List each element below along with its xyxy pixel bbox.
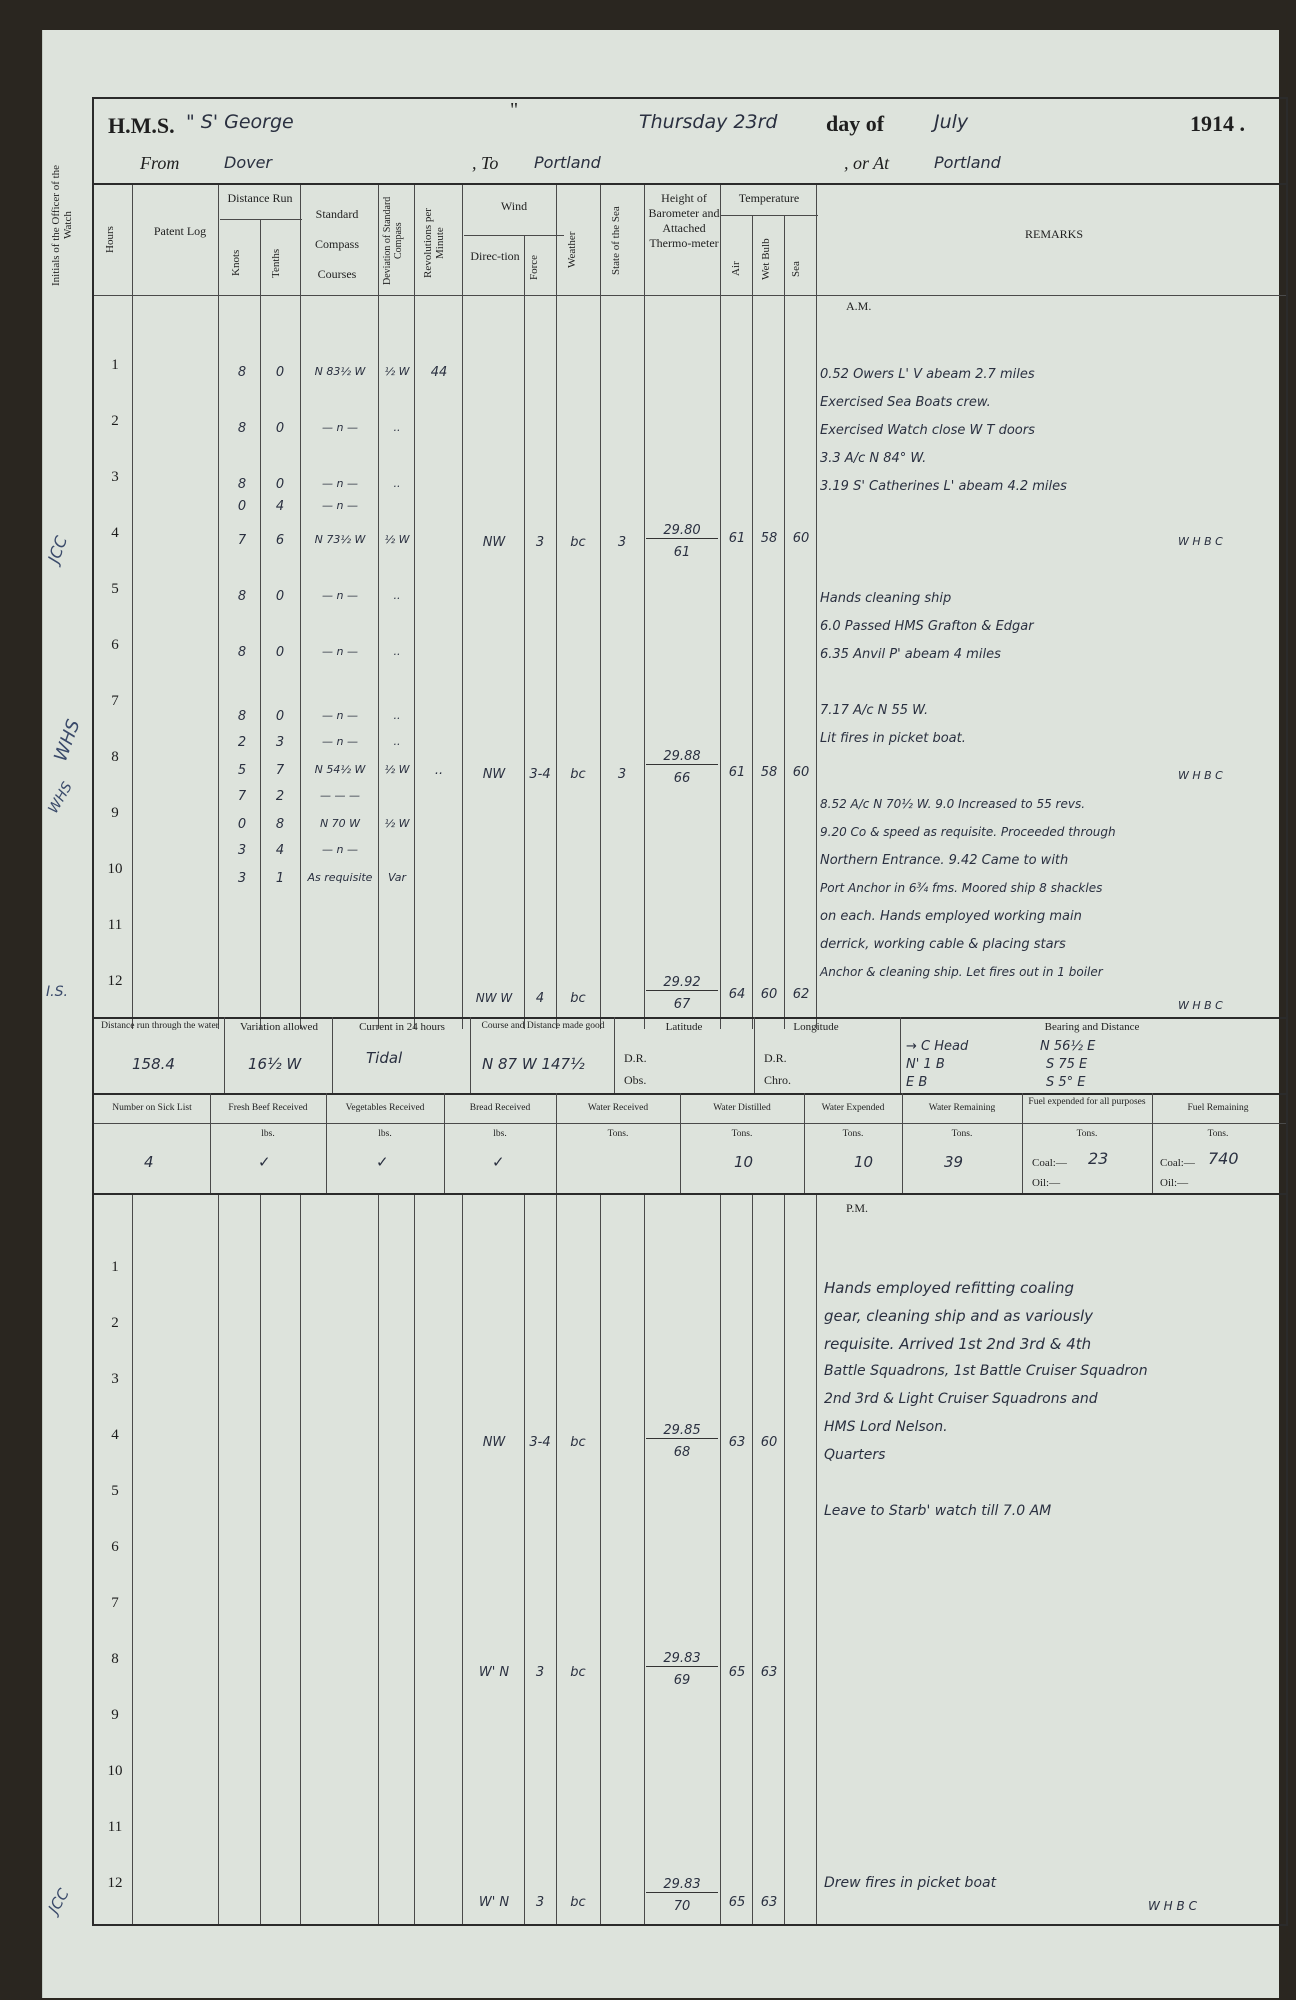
pm8-thermometer: 69 [673, 1673, 691, 1688]
am-deviation: ½ W [384, 763, 410, 776]
water-dist-label: Water Distilled [713, 1103, 771, 1113]
variation-label: Variation allowed [240, 1021, 318, 1033]
col-sea: Sea [790, 261, 802, 277]
bearing-object: E B [906, 1075, 928, 1090]
pm8-air: 65 [728, 1665, 746, 1680]
pm12-air: 65 [728, 1895, 746, 1910]
fuel-exp-oil-label: Oil:— [1032, 1177, 1061, 1189]
am-deviation: .. [393, 735, 401, 748]
am-course: As requisite [307, 871, 373, 884]
am-remark: Anchor & cleaning ship. Let fires out in 1 boiler [820, 965, 1103, 979]
bearing-label: Bearing and Distance [1044, 1021, 1140, 1033]
am-tenths: 2 [275, 789, 285, 804]
dist-run-label: Distance run through the water [101, 1021, 219, 1031]
am-knots: 5 [237, 763, 247, 778]
am-course: N 73½ W [314, 533, 366, 546]
am4-weather: bc [570, 535, 586, 550]
am-course: — n — [322, 421, 358, 434]
am-knots: 8 [237, 645, 247, 660]
pm8-weather: bc [570, 1665, 586, 1680]
am-course: — n — [322, 645, 358, 658]
am-knots: 7 [237, 533, 247, 548]
fuel-exp-coal-value: 23 [1088, 1149, 1109, 1168]
am-deviation: .. [393, 589, 401, 602]
veg-value: ✓ [376, 1153, 389, 1171]
bearing-value: S 5° E [1046, 1075, 1086, 1090]
or-at-label: , or At [844, 153, 890, 173]
col-revolutions: Revolutions per Minute [422, 208, 446, 278]
col-wind: Wind [500, 199, 528, 213]
am-knots: 3 [237, 871, 247, 886]
pm4-wet-bulb: 60 [760, 1435, 778, 1450]
pm12-weather: bc [570, 1895, 586, 1910]
am-tenths: 0 [275, 365, 285, 380]
am4-direction: NW [482, 535, 506, 550]
pm4-force: 3-4 [529, 1435, 551, 1450]
am-hour: 6 [111, 637, 119, 653]
col-remarks: REMARKS [1024, 227, 1083, 241]
fuel-rem-oil-label: Oil:— [1160, 1177, 1189, 1189]
am-deviation: .. [393, 477, 401, 490]
am-knots: 7 [237, 789, 247, 804]
water-rem-label: Water Remaining [928, 1103, 996, 1113]
dist-run-value: 158.4 [132, 1055, 175, 1073]
col-hours: Hours [104, 226, 116, 254]
lat-obs-label: Obs. [624, 1073, 647, 1087]
latitude-label: Latitude [665, 1021, 703, 1033]
pm-hour: 10 [107, 1763, 123, 1779]
am-tenths: 7 [275, 763, 285, 778]
pm-hour: 6 [111, 1539, 119, 1555]
am4-sea-temp: 60 [792, 531, 810, 546]
col-wet-bulb: Wet Bulb [760, 238, 772, 280]
veg-label: Vegetables Received [345, 1103, 425, 1113]
am-deviation: .. [393, 709, 401, 722]
current-value: Tidal [366, 1049, 403, 1067]
water-dist-unit: Tons. [731, 1129, 753, 1139]
pm-hour: 8 [111, 1651, 119, 1667]
am4-wet-bulb: 58 [760, 531, 778, 546]
am-hour: 3 [111, 469, 119, 485]
am4-barometer: 29.80 [646, 523, 718, 539]
col-knots: Knots [230, 249, 242, 277]
am-remark-signature: W H B C [1178, 999, 1223, 1012]
officer-initials: WHS [50, 716, 85, 765]
am-remark-signature: W H B C [1178, 535, 1223, 548]
pm-remark: Quarters [824, 1447, 886, 1463]
am-tenths: 3 [275, 735, 285, 750]
am-label: A.M. [846, 299, 872, 313]
am12-direction: NW W [475, 991, 513, 1005]
water-exp-value: 10 [854, 1153, 874, 1171]
am-course: — n — [322, 499, 358, 512]
am-tenths: 6 [275, 533, 285, 548]
am12-weather: bc [570, 991, 586, 1006]
longitude-label: Longitude [793, 1021, 839, 1033]
am4-air: 61 [728, 531, 746, 546]
am4-thermometer: 61 [673, 545, 691, 560]
am-course: — n — [322, 843, 358, 856]
pm-remark: requisite. Arrived 1st 2nd 3rd & 4th [824, 1335, 1092, 1353]
am-revolutions: 44 [430, 365, 448, 380]
officer-initials: WHS [45, 779, 76, 817]
ship-name: " S' George [186, 111, 294, 133]
bearing-value: N 56½ E [1040, 1039, 1096, 1054]
am-course: — — — [320, 789, 360, 802]
or-at-value: Portland [934, 153, 1001, 172]
am4-force: 3 [535, 535, 545, 550]
pm8-force: 3 [535, 1665, 545, 1680]
pm-remark: gear, cleaning ship and as variously [824, 1307, 1094, 1325]
am12-thermometer: 67 [673, 997, 691, 1012]
pm12-force: 3 [535, 1895, 545, 1910]
am-hour: 7 [111, 693, 119, 709]
am-hour: 1 [111, 357, 119, 373]
am-tenths: 0 [275, 421, 285, 436]
pm4-weather: bc [570, 1435, 586, 1450]
am-deviation: ½ W [384, 817, 410, 830]
long-dr-label: D.R. [764, 1051, 787, 1065]
from-label: From [140, 153, 180, 173]
bread-label: Bread Received [469, 1103, 531, 1113]
am12-force: 4 [535, 991, 545, 1006]
am8-sea-state: 3 [617, 767, 627, 782]
am-hour: 9 [111, 805, 119, 821]
col-temperature: Temperature [738, 191, 800, 205]
water-rem-unit: Tons. [951, 1129, 973, 1139]
am-remark: 0.52 Owers L' V abeam 2.7 miles [820, 367, 1035, 382]
fuel-rem-coal-label: Coal:— [1160, 1157, 1195, 1169]
am-deviation: Var [387, 871, 407, 884]
header-rule [94, 183, 1286, 185]
officer-initials: JCC [43, 533, 72, 566]
am-hour: 11 [107, 917, 123, 933]
water-rec-label: Water Received [587, 1103, 649, 1113]
am8-weather: bc [570, 767, 586, 782]
pm8-barometer: 29.83 [646, 1651, 718, 1667]
am-knots: 8 [237, 477, 247, 492]
am-remark: 9.20 Co & speed as requisite. Proceeded through [820, 825, 1116, 839]
am-revolutions: .. [434, 763, 444, 778]
am-deviation: ½ W [384, 365, 410, 378]
am12-air: 64 [728, 987, 746, 1002]
am-course: — n — [322, 477, 358, 490]
water-rem-value: 39 [944, 1153, 964, 1171]
col-barometer: Height of Barometer and Attached Thermo-meter [648, 191, 720, 250]
am-remark: Exercised Watch close W T doors [820, 423, 1035, 438]
col-distance-run: Distance Run [227, 191, 293, 205]
pm-hour: 4 [111, 1427, 119, 1443]
pm-label: P.M. [846, 1201, 869, 1215]
pm-remark: Leave to Starb' watch till 7.0 AM [824, 1503, 1052, 1519]
water-rec-unit: Tons. [607, 1129, 629, 1139]
close-quote: " [510, 99, 519, 121]
pm-remark: Hands employed refitting coaling [824, 1279, 1074, 1297]
pm12-thermometer: 70 [673, 1899, 691, 1914]
am-course: N 70 W [319, 817, 361, 830]
am-remark: 3.19 S' Catherines L' abeam 4.2 miles [820, 479, 1067, 494]
pm4-air: 63 [728, 1435, 746, 1450]
am8-air: 61 [728, 765, 746, 780]
bearing-value: S 75 E [1046, 1057, 1088, 1072]
am-knots: 8 [237, 589, 247, 604]
year: 1914 . [1190, 111, 1245, 136]
am-tenths: 0 [275, 589, 285, 604]
bearing-object: → C Head [906, 1039, 969, 1054]
am8-barometer: 29.88 [646, 749, 718, 765]
am12-barometer: 29.92 [646, 975, 718, 991]
am-remark: 3.3 A/c N 84° W. [820, 451, 927, 466]
am-course: — n — [322, 589, 358, 602]
bread-unit: lbs. [493, 1129, 507, 1139]
lat-dr-label: D.R. [624, 1051, 647, 1065]
col-air: Air [730, 261, 742, 277]
am-remark: 7.17 A/c N 55 W. [820, 703, 929, 718]
am-tenths: 0 [275, 709, 285, 724]
pm-hour: 9 [111, 1707, 119, 1723]
course-label: Course and Distance made good [481, 1021, 605, 1031]
am-remark-signature: W H B C [1178, 769, 1223, 782]
col-courses: Standard Compass Courses [314, 207, 359, 281]
water-exp-label: Water Expended [821, 1103, 885, 1113]
am-hour: 10 [107, 861, 123, 877]
water-dist-value: 10 [734, 1153, 754, 1171]
am-hour: 4 [111, 525, 119, 541]
fuel-exp-coal-label: Coal:— [1032, 1157, 1067, 1169]
pm-hour: 7 [111, 1595, 119, 1611]
long-chro-label: Chro. [764, 1073, 791, 1087]
am-course: — n — [322, 709, 358, 722]
fuel-rem-unit: Tons. [1207, 1129, 1229, 1139]
water-exp-unit: Tons. [842, 1129, 864, 1139]
pm-hour: 5 [111, 1483, 119, 1499]
am-knots: 0 [237, 499, 247, 514]
am12-wet-bulb: 60 [760, 987, 778, 1002]
pm-hour: 2 [111, 1315, 119, 1331]
pm4-barometer: 29.85 [646, 1423, 718, 1439]
pm12-wet-bulb: 63 [760, 1895, 778, 1910]
am8-thermometer: 66 [673, 771, 691, 786]
to-label: , To [472, 153, 499, 173]
pm-remark: HMS Lord Nelson. [824, 1419, 948, 1435]
col-patent-log: Patent Log [153, 224, 207, 238]
officer-initials: JCC [44, 1885, 73, 1917]
am4-sea-state: 3 [617, 535, 627, 550]
am-remark: 6.0 Passed HMS Grafton & Edgar [820, 619, 1034, 634]
am-tenths: 1 [275, 871, 285, 886]
to-value: Portland [534, 153, 601, 172]
am8-direction: NW [482, 767, 506, 782]
ship-prefix: H.M.S. [108, 113, 175, 138]
course-value: N 87 W 147½ [482, 1055, 585, 1073]
am-remark: 8.52 A/c N 70½ W. 9.0 Increased to 55 revs. [820, 797, 1086, 811]
am-knots: 2 [237, 735, 247, 750]
am-course: — n — [322, 735, 358, 748]
pm12-direction: W' N [478, 1895, 510, 1910]
pm8-wet-bulb: 63 [760, 1665, 778, 1680]
am-tenths: 8 [275, 817, 285, 832]
am8-force: 3-4 [529, 767, 551, 782]
am-remark: Lit fires in picket boat. [820, 731, 966, 746]
pm-remark: Battle Squadrons, 1st Battle Cruiser Squadron [824, 1363, 1148, 1379]
col-state-of-sea: State of the Sea [610, 206, 622, 276]
col-weather: Weather [566, 231, 578, 269]
am8-wet-bulb: 58 [760, 765, 778, 780]
beef-label: Fresh Beef Received [228, 1103, 308, 1113]
beef-unit: lbs. [261, 1129, 275, 1139]
am-remark: Northern Entrance. 9.42 Came to with [820, 853, 1069, 868]
log-frame [92, 97, 1288, 1926]
pm-hour: 3 [111, 1371, 119, 1387]
am-remark: on each. Hands employed working main [820, 909, 1082, 924]
am-hour: 8 [111, 749, 119, 765]
day-name: Thursday 23rd [639, 111, 778, 133]
am-course: N 54½ W [314, 763, 366, 776]
am-hour: 2 [111, 413, 119, 429]
am-remark: Exercised Sea Boats crew. [820, 395, 991, 410]
pm4-thermometer: 68 [673, 1445, 691, 1460]
am-tenths: 0 [275, 645, 285, 660]
pm-hour: 1 [111, 1259, 119, 1275]
col-tenths: Tenths [270, 248, 282, 278]
pm-hour: 11 [107, 1819, 123, 1835]
am-remark: Hands cleaning ship [820, 591, 952, 606]
current-label: Current in 24 hours [359, 1021, 445, 1033]
pm-remark-signature: W H B C [1148, 1899, 1197, 1913]
day-of-label: day of [826, 111, 885, 136]
am-deviation: .. [393, 645, 401, 658]
month: July [934, 111, 969, 133]
pm-remark: Drew fires in picket boat [824, 1875, 997, 1891]
am-knots: 8 [237, 365, 247, 380]
officer-initials: I.S. [46, 984, 68, 1000]
beef-value: ✓ [258, 1153, 271, 1171]
col-force: Force [528, 254, 540, 280]
pm8-direction: W' N [478, 1665, 510, 1680]
am8-sea-temp: 60 [792, 765, 810, 780]
col-direction: Direc-tion [470, 249, 520, 263]
am-deviation: ½ W [384, 533, 410, 546]
fuel-exp-unit: Tons. [1076, 1129, 1098, 1139]
fuel-exp-label: Fuel expended for all purposes [1028, 1097, 1146, 1107]
fuel-rem-label: Fuel Remaining [1187, 1103, 1249, 1113]
col-deviation: Deviation of Standard Compass [382, 196, 404, 286]
am-knots: 8 [237, 709, 247, 724]
veg-unit: lbs. [378, 1129, 392, 1139]
am12-sea-temp: 62 [792, 987, 810, 1002]
bread-value: ✓ [492, 1153, 505, 1171]
sick-label: Number on Sick List [112, 1103, 192, 1113]
am-hour: 12 [107, 973, 123, 989]
am-knots: 8 [237, 421, 247, 436]
am-knots: 0 [237, 817, 247, 832]
bearing-object: N' 1 B [906, 1057, 945, 1072]
pm-remark: 2nd 3rd & Light Cruiser Squadrons and [824, 1391, 1098, 1407]
am-knots: 3 [237, 843, 247, 858]
fuel-rem-coal-value: 740 [1208, 1149, 1239, 1168]
am-deviation: .. [393, 421, 401, 434]
variation-value: 16½ W [248, 1055, 302, 1073]
sick-value: 4 [144, 1153, 154, 1171]
am-remark: 6.35 Anvil P' abeam 4 miles [820, 647, 1001, 662]
am-tenths: 4 [275, 843, 285, 858]
am-course: N 83½ W [314, 365, 366, 378]
am-remark: derrick, working cable & placing stars [820, 937, 1066, 952]
am-tenths: 4 [275, 499, 285, 514]
pm-hour: 12 [107, 1875, 123, 1891]
am-tenths: 0 [275, 477, 285, 492]
am-remark: Port Anchor in 6¾ fms. Moored ship 8 shackles [820, 881, 1103, 895]
pm4-direction: NW [482, 1435, 506, 1450]
am-hour: 5 [111, 581, 119, 597]
initials-column-label: Initials of the Officer of the Watch [50, 164, 74, 286]
from-value: Dover [224, 153, 272, 172]
pm12-barometer: 29.83 [646, 1877, 718, 1893]
